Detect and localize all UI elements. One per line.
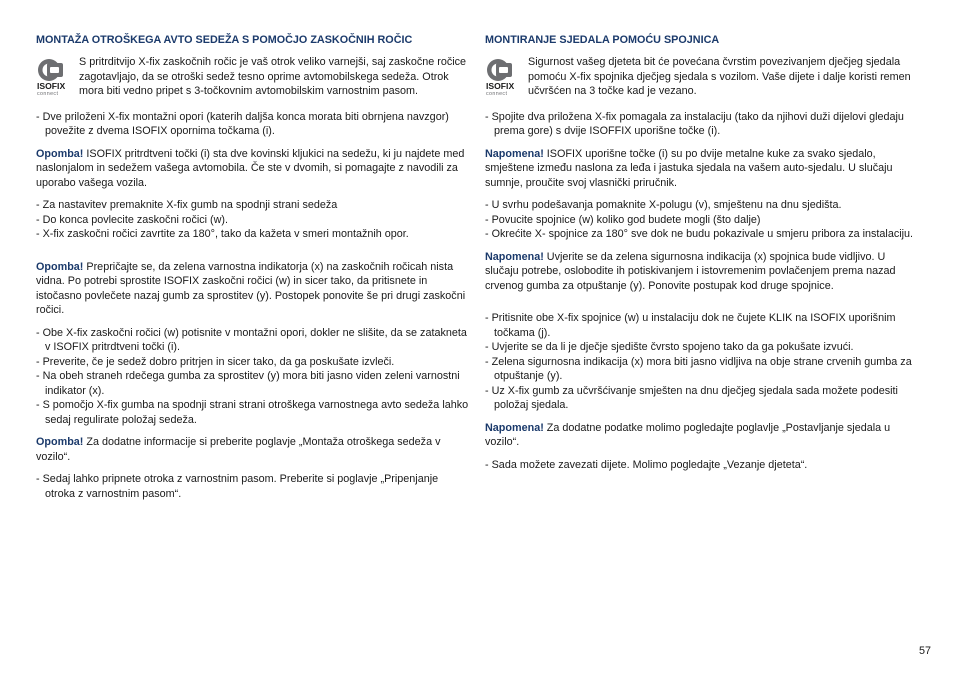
note-label: Napomena! bbox=[485, 147, 544, 160]
list-item: - Dve priloženi X-fix montažni opori (katerih daljša konca morata biti obrnjena navzgor) povežite z dvema ISOFIX opornima točkama (i). bbox=[36, 110, 470, 139]
list-item: - Obe X-fix zaskočni ročici (w) potisnite v montažni opori, dokler ne slišite, da se zatakneta v ISOFIX pritrdtveni točki (i). bbox=[36, 326, 470, 355]
note-text: Za dodatne informacije si preberite poglavje „Montaža otroškega sedeža v vozilo“. bbox=[36, 436, 441, 463]
note-text: Prepričajte se, da zelena varnostna indikatorja (x) na zaskočnih ročicah nista vidna. Po potrebi sprostite ISOFIX zaskočni ročici (w) in sicer tako, da pritisnete in istočasno povlečete nazaj gumb za sprostitev (y). Postopek ponovite še pri drugi zaskočni ročici. bbox=[36, 260, 466, 316]
list-item: - Na obeh straneh rdečega gumba za sprostitev (y) mora biti jasno viden zeleni varnostni indikator (x). bbox=[36, 369, 470, 398]
step-list bbox=[485, 198, 919, 242]
step-list bbox=[36, 110, 470, 139]
right-column bbox=[485, 34, 919, 480]
list-item: - Uvjerite se da li je dječje sjedište čvrsto spojeno tako da ga pokušate izvući. bbox=[485, 340, 919, 355]
note-text: Za dodatne podatke molimo pogledajte poglavlje „Postavljanje sjedala u vozilo“. bbox=[485, 421, 891, 448]
list-item: - Povucite spojnice (w) koliko god budete mogli (što dalje) bbox=[485, 213, 919, 228]
isofix-logo-icon bbox=[485, 57, 525, 97]
list-item: - Sedaj lahko pripnete otroka z varnostnim pasom. Preberite si poglavje „Pripenjanje otroka z varnostnim pasom“. bbox=[36, 472, 470, 501]
list-item: - Uz X-fix gumb za učvršćivanje smješten na dnu dječjeg sjedala sada možete podesiti položaj sjedala. bbox=[485, 384, 919, 413]
list-item: - Za nastavitev premaknite X-fix gumb na spodnji strani sedeža bbox=[36, 198, 470, 213]
list-item: - Spojite dva priložena X-fix pomagala za instalaciju (tako da njihovi duži dijelovi gledaju prema gore) s dvije ISOFFIX uporišne točke (i). bbox=[485, 110, 919, 139]
list-item: - Okrećite X- spojnice za 180° sve dok ne budu pokazivale u smjeru pribora za instalaciju. bbox=[485, 227, 919, 242]
logo-sub-text: connect bbox=[37, 91, 59, 97]
intro-block bbox=[485, 55, 919, 99]
list-item: - Zelena sigurnosna indikacija (x) mora biti jasno vidljiva na obje strane crvenih gumba za otpuštanje (y). bbox=[485, 355, 919, 384]
note-text: ISOFIX uporišne točke (i) su po dvije metalne kuke za svako sjedalo, smještene između naslona za leđa i jastuka sjedala na vašem auto-sjedalu. U slučaju sumnje, proučite svoj vlasnički priručnik. bbox=[485, 147, 893, 189]
intro-block bbox=[36, 55, 470, 99]
note bbox=[36, 435, 470, 464]
logo-brand-text: ISOFIX bbox=[37, 81, 66, 91]
logo-sub-text: connect bbox=[486, 91, 508, 97]
step-list bbox=[36, 198, 470, 242]
isofix-logo-icon bbox=[36, 57, 76, 97]
list-item: - X-fix zaskočni ročici zavrtite za 180°, tako da kažeta v smeri montažnih opor. bbox=[36, 227, 470, 242]
step-list bbox=[485, 110, 919, 139]
logo-brand-text: ISOFIX bbox=[486, 81, 515, 91]
note-text: ISOFIX pritrdtveni točki (i) sta dve kovinski kljukici na sedežu, ki ju najdete med naslonjalom in sedežem vašega avtomobila. Če ste v dvomih, si pomagajte z navodili za uporabo vašega vozila. bbox=[36, 147, 465, 189]
list-item: - S pomočjo X-fix gumba na spodnji strani strani otroškega varnostnega avto sedeža lahko sedaj regulirate položaj sedeža. bbox=[36, 398, 470, 427]
list-item: - Do konca povlecite zaskočni ročici (w). bbox=[36, 213, 470, 228]
intro-text: S pritrditvijo X-fix zaskočnih ročic je vaš otrok veliko varnejši, saj zaskočne ročice zagotavljajo, da se otroški sedež tesno oprime avtomobilskega sedeža. Otrok mora biti vedno pripet s 3-točkovnim avtomobilskim varnostnim pasom. bbox=[79, 56, 467, 97]
note-label: Opomba! bbox=[36, 147, 84, 160]
note-label: Opomba! bbox=[36, 260, 84, 273]
note-text: Uvjerite se da zelena sigurnosna indikacija (x) spojnica bude vidljivo. U slučaju potrebe, oslobodite ih potiskivanjem i istovremenim povlačenjem prema nazad crvenog gumba za otpuštanje (y). Ponovite postupak kod druge spojnice. bbox=[485, 250, 896, 292]
list-item: - Pritisnite obe X-fix spojnice (w) u instalaciju dok ne čujete KLIK na ISOFIX uporišnim točkama (j). bbox=[485, 311, 919, 340]
note bbox=[36, 260, 470, 318]
section-heading: MONTIRANJE SJEDALA POMOĆU SPOJNICA bbox=[485, 34, 720, 46]
left-column bbox=[36, 34, 470, 509]
note-label: Opomba! bbox=[36, 436, 84, 448]
page-number: 57 bbox=[919, 645, 932, 657]
note bbox=[36, 147, 470, 191]
step-list bbox=[36, 326, 470, 428]
intro-text: Sigurnost vašeg djeteta bit će povećana čvrstim povezivanjem dječjeg sjedala pomoću X-fix spojnika dječjeg sjedala s vozilom. Vaše dijete i dalje koristi remen učvršćen na 3 točke kad je vezano. bbox=[528, 56, 911, 97]
note-label: Napomena! bbox=[485, 421, 544, 434]
note bbox=[485, 421, 919, 450]
note-label: Napomena! bbox=[485, 250, 544, 263]
section-heading: MONTAŽA OTROŠKEGA AVTO SEDEŽA S POMOČJO ZASKOČNIH ROČIC bbox=[36, 34, 413, 46]
list-item: - Sada možete zavezati dijete. Molimo pogledajte „Vezanje djeteta“. bbox=[485, 458, 919, 473]
list-item: - U svrhu podešavanja pomaknite X-polugu (v), smještenu na dnu sjedišta. bbox=[485, 198, 919, 213]
step-list bbox=[485, 311, 919, 413]
note bbox=[485, 147, 919, 191]
note bbox=[485, 250, 919, 294]
step-list bbox=[485, 458, 919, 473]
step-list bbox=[36, 472, 470, 501]
list-item: - Preverite, če je sedež dobro pritrjen in sicer tako, da ga poskušate izvleči. bbox=[36, 355, 470, 370]
